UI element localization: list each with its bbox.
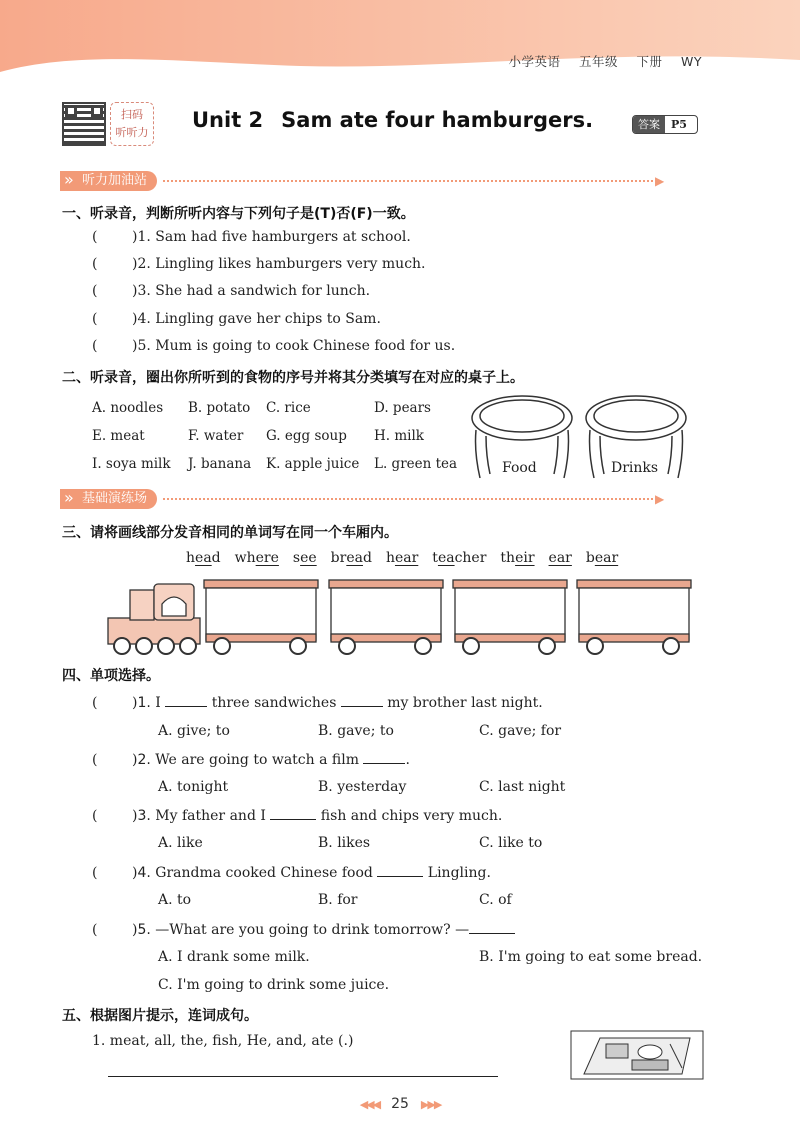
unit-label: Unit 2	[192, 108, 264, 132]
food-option: G. egg soup	[266, 428, 347, 444]
underlined-sound: ea	[346, 550, 363, 566]
q1-heading: 一、听录音，判断所听内容与下列句子是(T)否(F)一致。	[62, 206, 415, 222]
food-option: C. rice	[266, 400, 311, 416]
tables-illustration	[466, 392, 696, 484]
unit-title-text: Sam ate four hamburgers.	[281, 108, 594, 132]
q4-text: We are going to watch a film	[155, 752, 359, 768]
q4-num: 2.	[137, 752, 151, 768]
underlined-sound: ea	[195, 550, 212, 566]
q4-text: Grandma cooked Chinese food	[155, 865, 373, 881]
q4-item: ( )1. I three sandwiches my brother last night.	[92, 695, 543, 711]
q1-item-text: 2. Lingling likes hamburgers very much.	[137, 256, 426, 272]
q4-num: 4.	[137, 865, 151, 881]
q1-item: ( )2. Lingling likes hamburgers very much.	[92, 256, 426, 272]
q3-word: head	[186, 550, 221, 566]
q1-item: ( )4. Lingling gave her chips to Sam.	[92, 311, 381, 327]
q4-option[interactable]: C. last night	[479, 779, 566, 795]
arrow-icon: ▶	[655, 492, 665, 506]
answer-badge	[632, 115, 698, 134]
q5-item: 1. meat, all, the, fish, He, and, ate (.)	[92, 1033, 354, 1049]
table-label-drinks: Drinks	[611, 460, 659, 476]
header-grade: 五年级	[579, 54, 619, 69]
underlined-sound: ee	[300, 550, 317, 566]
page-footer	[0, 1096, 800, 1112]
q1-item-text: 3. She had a sandwich for lunch.	[137, 283, 371, 299]
q1-item: ( )1. Sam had five hamburgers at school.	[92, 229, 411, 245]
food-option: J. banana	[188, 456, 252, 472]
answer-blank[interactable]	[363, 751, 405, 764]
answer-blank[interactable]	[469, 921, 515, 934]
qr-code[interactable]	[62, 102, 106, 146]
header-subject: 小学英语	[508, 54, 561, 69]
q2-heading: 二、听录音，圈出你所听到的食物的序号并将其分类填写在对应的桌子上。	[62, 370, 524, 386]
food-option: L. green tea	[374, 456, 458, 472]
q4-num: 5.	[137, 922, 151, 938]
q1-item: ( )3. She had a sandwich for lunch.	[92, 283, 371, 299]
underlined-sound: ear	[394, 550, 419, 566]
q4-text: my brother last night.	[387, 695, 543, 711]
q4-text: —What are you going to drink tomorrow? —	[155, 922, 470, 938]
q4-text: My father and I	[155, 808, 266, 824]
q4-text: three sandwiches	[211, 695, 337, 711]
answer-blank[interactable]	[377, 864, 423, 877]
section-banner-basic	[60, 488, 664, 510]
q4-option[interactable]: A. like	[158, 835, 203, 851]
q5-heading: 五、根据图片提示，连词成句。	[62, 1008, 258, 1024]
q4-option[interactable]: A. I drank some milk.	[158, 949, 310, 965]
answer-blank[interactable]	[165, 694, 207, 707]
answer-page: P5	[671, 118, 687, 131]
q3-heading: 三、请将画线部分发音相同的单词写在同一个车厢内。	[62, 525, 398, 541]
q1-item-text: 5. Mum is going to cook Chinese food for us.	[137, 338, 456, 354]
q1-item: ( )5. Mum is going to cook Chinese food for us.	[92, 338, 456, 354]
q3-word: hear	[385, 550, 419, 566]
food-tray-picture	[570, 1030, 704, 1080]
q3-word: their	[500, 550, 535, 566]
food-option: K. apple juice	[266, 456, 360, 472]
next-arrows-icon: ▶▶▶	[420, 1098, 441, 1111]
q3-word-list	[186, 550, 632, 566]
q4-num: 1.	[137, 695, 151, 711]
arrow-icon: ▶	[655, 174, 665, 188]
scan-label-2: 听听力	[115, 126, 149, 139]
scan-listen-label	[110, 102, 154, 146]
q3-word: where	[234, 550, 279, 566]
q4-option[interactable]: C. I'm going to drink some juice.	[158, 977, 390, 993]
q3-word	[549, 550, 572, 566]
section-tag-basic: » 基础演练场	[60, 489, 157, 509]
page-title	[192, 108, 593, 132]
food-option: E. meat	[92, 428, 145, 444]
food-option: I. soya milk	[92, 456, 171, 472]
q1-item-text: 1. Sam had five hamburgers at school.	[137, 229, 411, 245]
q1-item-text: 4. Lingling gave her chips to Sam.	[137, 311, 381, 327]
underlined-sound: ere	[255, 550, 279, 566]
scan-label-1: 扫码	[121, 108, 143, 121]
section-banner-listening	[60, 170, 664, 192]
q4-text: fish and chips very much.	[320, 808, 503, 824]
section-tag-listening: » 听力加油站	[60, 171, 157, 191]
underlined-sound: ea	[437, 550, 455, 566]
q4-option[interactable]: B. likes	[318, 835, 371, 851]
underlined-sound: ear	[594, 550, 619, 566]
q4-option[interactable]: B. yesterday	[318, 779, 407, 795]
q4-text: Lingling.	[427, 865, 491, 881]
q4-option[interactable]: C. gave; for	[479, 723, 562, 739]
answer-blank[interactable]	[341, 694, 383, 707]
dotted-divider	[163, 180, 653, 182]
header-info	[495, 52, 703, 70]
q4-item: ( )3. My father and I fish and chips very much.	[92, 808, 503, 824]
q4-item: ( )2. We are going to watch a film .	[92, 752, 410, 768]
header-edition: WY	[681, 54, 702, 69]
q4-option[interactable]: C. of	[479, 892, 512, 908]
answer-blank[interactable]	[270, 807, 316, 820]
food-option: F. water	[188, 428, 244, 444]
dotted-divider	[163, 498, 653, 500]
q3-word: bread	[330, 550, 372, 566]
prev-arrows-icon: ◀◀◀	[359, 1098, 380, 1111]
food-option: B. potato	[188, 400, 251, 416]
q4-text: .	[405, 752, 410, 768]
header-term: 下册	[636, 54, 663, 69]
q4-option[interactable]: A. tonight	[158, 779, 229, 795]
answer-label: 答案	[633, 116, 665, 133]
q4-option[interactable]: B. gave; to	[318, 723, 394, 739]
underlined-sound: ear	[548, 550, 572, 566]
q4-option[interactable]: B. I'm going to eat some bread.	[479, 949, 703, 965]
q4-option[interactable]: A. to	[158, 892, 192, 908]
table-label-food: Food	[502, 460, 537, 476]
underlined-sound: eir	[515, 550, 535, 566]
food-option: H. milk	[374, 428, 424, 444]
q4-option[interactable]: A. give; to	[158, 723, 230, 739]
q4-text: I	[155, 695, 161, 711]
q4-option[interactable]: B. for	[318, 892, 358, 908]
q4-item: ( )4. Grandma cooked Chinese food Lingling.	[92, 865, 491, 881]
answer-line[interactable]	[108, 1076, 498, 1077]
train-illustration	[100, 574, 700, 658]
food-option: D. pears	[374, 400, 431, 416]
q3-word: teacher	[432, 550, 487, 566]
q4-item: ( )5. —What are you going to drink tomorrow? —	[92, 921, 515, 938]
q4-num: 3.	[137, 808, 151, 824]
q3-word: see	[292, 550, 317, 566]
food-option: A. noodles	[92, 400, 164, 416]
q4-option[interactable]: C. like to	[479, 835, 543, 851]
page-number: 25	[391, 1096, 409, 1112]
q3-word: bear	[585, 550, 619, 566]
q4-heading: 四、单项选择。	[62, 668, 160, 684]
